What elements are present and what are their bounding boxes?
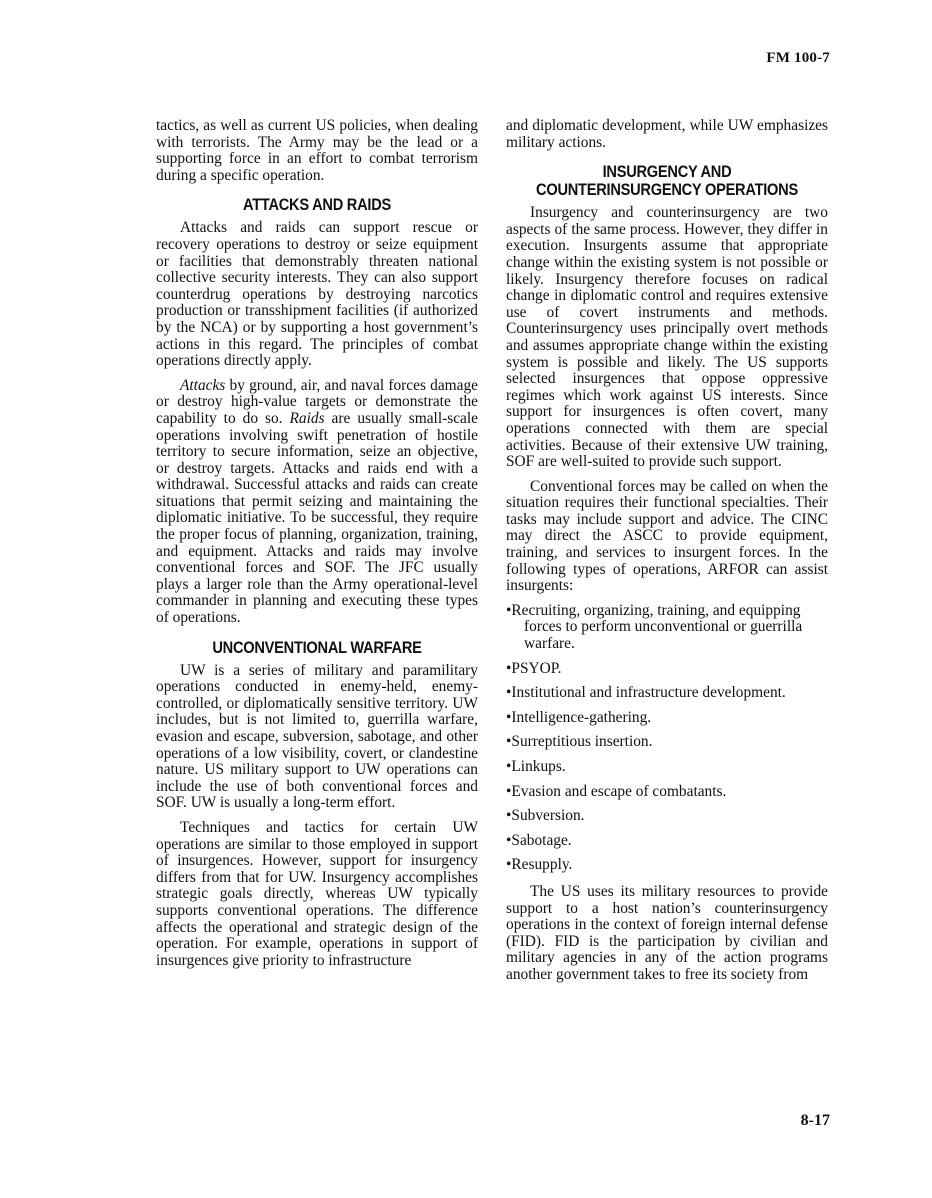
- fid-paragraph: The US uses its military resources to provide support to a host nation’s counterinsurgency operations in the context of foreign internal defense (FID). FID is the participation by civilian and military agencies in any of the action programs another government takes to free its society from: [506, 882, 828, 983]
- list-item: • Resupply.: [506, 857, 828, 874]
- list-item: • Institutional and infrastructure development.: [506, 685, 828, 702]
- insurgency-heading: [529, 163, 806, 199]
- left-intro-paragraph: tactics, as well as current US policies, when dealing with terrorists. The Army may be the lead or a supporting force in an effort to combat terrorism during a specific operation.: [156, 117, 478, 184]
- right-column: [506, 118, 828, 992]
- attacks-paragraph-2: [156, 378, 478, 627]
- attacks-paragraph-2-a: by ground, air, and naval forces damage or destroy high-value targets or demonstrate the capability to do so.: [156, 376, 478, 427]
- list-item: • Linkups.: [506, 759, 828, 776]
- arfor-assistance-list: [506, 603, 828, 874]
- insurgency-paragraph-1: Insurgency and counterinsurgency are two aspects of the same process. However, they differ in execution. Insurgents assume that appropriate change within the existing system is not possible or likely. Insurgency therefore focuses on radical change in diplomatic control and requires extensive use of covert instruments and methods. Counterinsurgency uses principally overt methods and assumes appropriate change within the existing system is possible and likely. The US supports selected insurgences that oppose oppressive regimes which work against US interests. Since support for insurgences is often covert, many operations connected with them are special activities. Because of their extensive UW training, SOF are well-suited to provide such support.: [506, 204, 828, 471]
- attacks-paragraph-1: Attacks and raids can support rescue or recovery operations to destroy or seize equipment or facilities that demonstrably threaten national collective security interests. They can also support counterdrug operations by destroying narcotics production or transshipment facilities (if authorized by the NCA) or by supporting a host government’s actions in this regard. The principles of combat operations directly apply.: [156, 219, 478, 370]
- uw-paragraph-1: UW is a series of military and paramilitary operations conducted in enemy-held, enemy-controlled, or diplomatically sensitive territory. UW includes, but is not limited to, guerrilla warfare, evasion and escape, subversion, sabotage, and other operations of a low visibility, covert, or clandestine nature. US military support to UW operations can include the use of both conventional forces and SOF. UW is usually a long-term effort.: [156, 661, 478, 812]
- insurgency-heading-line-2: COUNTERINSURGENCY OPERATIONS: [536, 180, 798, 200]
- insurgency-paragraph-2: Conventional forces may be called on when the situation requires their functional specialties. Their tasks may include support and advice. The CINC may direct the ASCC to provide equipment, training, and services to insurgent forces. In the following types of operations, ARFOR can assist insurgents:: [506, 477, 828, 595]
- unconventional-warfare-heading: UNCONVENTIONAL WARFARE: [212, 637, 422, 657]
- insurgency-heading-line-1: INSURGENCY AND: [602, 162, 732, 182]
- list-item: • PSYOP.: [506, 661, 828, 678]
- page-number: 8-17: [800, 1112, 830, 1129]
- uw-paragraph-2: Techniques and tactics for certain UW operations are similar to those employed in support of insurgences. However, support for insurgency differs from that for UW. Insurgency accomplishes strategic goals directly, whereas UW typically supports conventional operations. The difference affects the operational and strategic design of the operation. For example, operations in support of insurgences give priority to infrastructure: [156, 818, 478, 969]
- list-item: • Recruiting, organizing, training, and equipping forces to perform unconventional or guerrilla warfare.: [506, 603, 828, 653]
- attacks-and-raids-heading: ATTACKS AND RAIDS: [242, 195, 392, 215]
- list-item: • Intelligence-gathering.: [506, 710, 828, 727]
- left-column: [156, 118, 478, 977]
- document-header: FM 100-7: [766, 50, 830, 66]
- list-item: • Subversion.: [506, 808, 828, 825]
- attacks-paragraph-2-b: are usually small-scale operations involving swift penetration of hostile territory to secure information, seize an objective, or destroy targets. Attacks and raids end with a withdrawal. Successful attacks and raids can create situations that permit seizing and maintaining the diplomatic initiative. To be successful, they require the proper focus of planning, organization, training, and equipment. Attacks and raids may involve conventional forces and SOF. The JFC usually plays a larger role than the Army operational-level commander in planning and executing these types of operations.: [156, 409, 478, 627]
- raids-term: Raids: [289, 409, 325, 427]
- list-item: • Sabotage.: [506, 833, 828, 850]
- right-intro-paragraph: and diplomatic development, while UW emphasizes military actions.: [506, 117, 828, 151]
- list-item: • Surreptitious insertion.: [506, 734, 828, 751]
- list-item: • Evasion and escape of combatants.: [506, 784, 828, 801]
- attacks-term: Attacks: [180, 376, 226, 394]
